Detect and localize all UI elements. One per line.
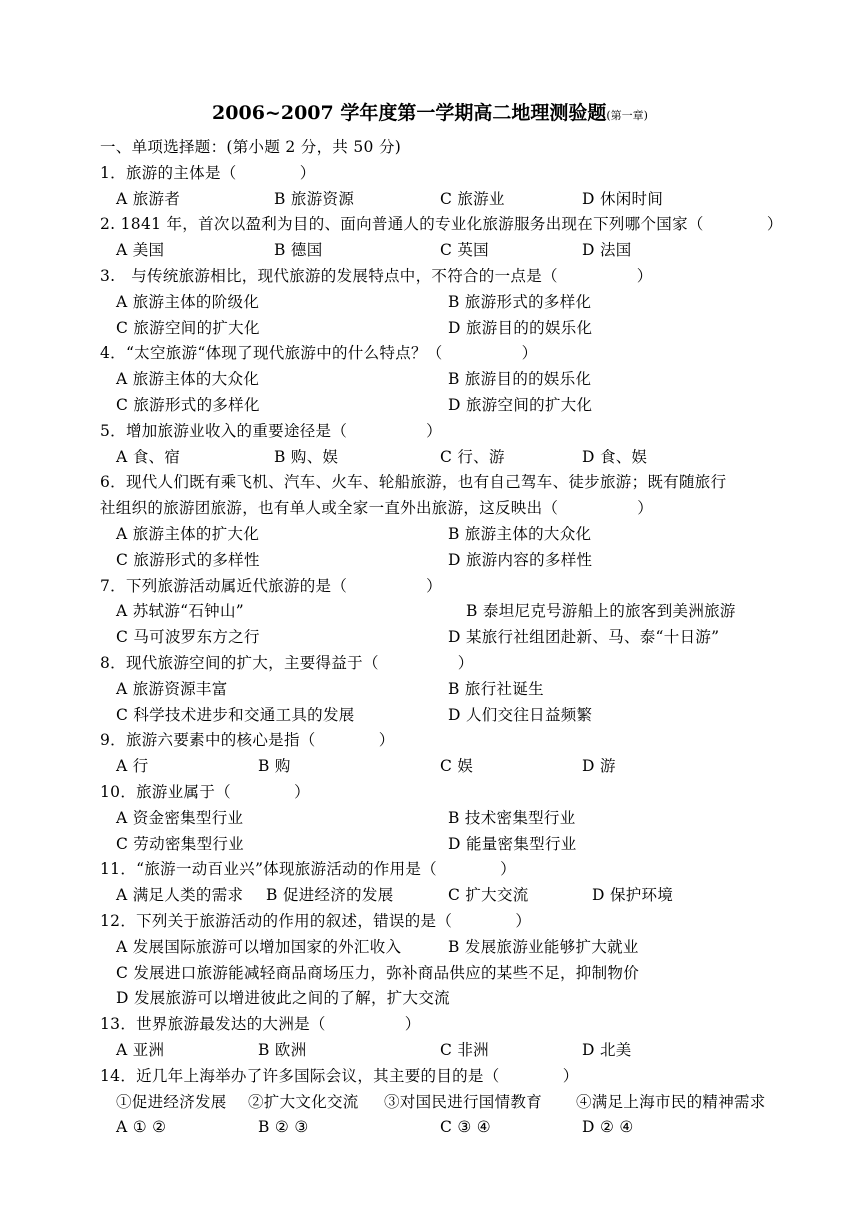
option-a: A 旅游主体的大众化: [116, 370, 260, 389]
option-c: C 旅游空间的扩大化: [116, 318, 260, 337]
option-a: A 发展国际旅游可以增加国家的外汇收入: [116, 937, 402, 956]
exam-title-sub: (第一章): [606, 109, 648, 122]
question-stem: 4．“太空旅游“体现了现代旅游中的什么特点？（ ）: [100, 344, 538, 363]
option-d: D 休闲时间: [582, 189, 664, 208]
option-c: C 发展进口旅游能减轻商品商场压力，弥补商品供应的某些不足，抑制物价: [116, 963, 639, 982]
option-d: D ② ④: [582, 1118, 634, 1137]
option-b: B 旅游资源: [274, 189, 355, 208]
option-d: D 旅游内容的多样性: [448, 550, 593, 569]
option-a: A 资金密集型行业: [116, 808, 244, 827]
question-stem: 11．“旅游一动百业兴”体现旅游活动的作用是（ ）: [100, 860, 516, 879]
option-b: B 旅游形式的多样化: [448, 292, 592, 311]
option-c: C 科学技术进步和交通工具的发展: [116, 705, 355, 724]
question-stem: 社组织的旅游团旅游，也有单人或全家一直外出旅游，这反映出（ ）: [100, 499, 654, 518]
option-a: A 行: [116, 757, 149, 776]
option-a: A 食、宿: [116, 447, 181, 466]
option-a: A 美国: [116, 241, 165, 260]
option-a: A ① ②: [116, 1118, 167, 1137]
option-d: D 法国: [582, 241, 632, 260]
option-a: A 旅游主体的扩大化: [116, 525, 260, 543]
option-d: D 游: [582, 757, 616, 776]
option-a: A 旅游主体的阶级化: [116, 292, 260, 311]
option-a: A 苏轼游“石钟山”: [116, 602, 244, 621]
option-a: A 旅游者: [116, 189, 181, 208]
option-c: C 娱: [440, 757, 474, 776]
option-c: C 旅游形式的多样化: [116, 396, 260, 414]
option-b: B ② ③: [258, 1118, 309, 1137]
option-c: C 扩大交流: [448, 886, 529, 905]
option-d: D 旅游目的的娱乐化: [448, 318, 593, 337]
option-b: B 德国: [274, 241, 323, 260]
option-c: C 英国: [440, 241, 489, 260]
option-d: D 旅游空间的扩大化: [448, 396, 593, 414]
question-stem: 5．增加旅游业收入的重要途径是（ ）: [100, 421, 442, 440]
option-a: A 满足人类的需求: [116, 886, 244, 905]
option-d: D 人们交往日益频繁: [448, 705, 593, 724]
question-stem: 6．现代人们既有乘飞机、汽车、火车、轮船旅游，也有自己驾车、徒步旅游；既有随旅行: [100, 473, 727, 492]
option-b: B 欧洲: [258, 1041, 307, 1059]
statement-item: ②扩大文化交流: [248, 1092, 359, 1111]
option-b: B 购、娱: [274, 447, 339, 466]
option-c: C 行、游: [440, 447, 505, 466]
question-stem: 13．世界旅游最发达的大洲是（ ）: [100, 1015, 421, 1034]
option-c: C 马可波罗东方之行: [116, 628, 260, 647]
statement-item: ④满足上海市民的精神需求: [576, 1092, 766, 1111]
option-c: C 劳动密集型行业: [116, 834, 244, 853]
option-b: B 旅游主体的大众化: [448, 525, 592, 543]
option-d: D 发展旅游可以增进彼此之间的了解，扩大交流: [116, 989, 450, 1008]
option-c: C 旅游业: [440, 189, 505, 208]
exam-title-main: 2006~2007 学年度第一学期高二地理测验题: [212, 102, 607, 124]
option-d: D 北美: [582, 1041, 632, 1059]
option-b: B 发展旅游业能够扩大就业: [448, 937, 639, 956]
option-d: D 保护环境: [592, 886, 674, 905]
option-c: C 非洲: [440, 1041, 489, 1059]
question-stem: 7．下列旅游活动属近代旅游的是（ ）: [100, 576, 442, 595]
option-a: A 旅游资源丰富: [116, 679, 228, 698]
question-stem: 1．旅游的主体是（ ）: [100, 163, 316, 182]
question-stem: 2. 1841 年，首次以盈利为目的、面向普通人的专业化旅游服务出现在下列哪个国家（ ）: [100, 215, 783, 234]
question-stem: 14．近几年上海举办了许多国际会议，其主要的目的是（ ）: [100, 1066, 579, 1085]
option-d: D 食、娱: [582, 447, 648, 466]
exam-title: [0, 98, 860, 131]
option-b: B 促进经济的发展: [266, 886, 394, 905]
section-heading: 一、单项选择题：(第小题 2 分，共 50 分): [100, 138, 402, 156]
option-b: B 旅游目的的娱乐化: [448, 370, 592, 389]
option-a: A 亚洲: [116, 1041, 165, 1059]
question-stem: 10．旅游业属于（ ）: [100, 783, 310, 801]
option-b: B 泰坦尼克号游船上的旅客到美洲旅游: [466, 602, 736, 621]
question-stem: 9．旅游六要素中的核心是指（ ）: [100, 731, 395, 750]
option-b: B 旅行社诞生: [448, 679, 544, 698]
question-stem: 8．现代旅游空间的扩大，主要得益于（ ）: [100, 654, 474, 672]
option-d: D 能量密集型行业: [448, 834, 577, 853]
question-stem: 12．下列关于旅游活动的作用的叙述，错误的是（ ）: [100, 912, 532, 930]
option-b: B 技术密集型行业: [448, 808, 576, 827]
option-d: D 某旅行社组团赴新、马、泰“十日游”: [448, 628, 720, 647]
option-c: C ③ ④: [440, 1118, 492, 1137]
statement-item: ③对国民进行国情教育: [384, 1092, 543, 1111]
option-b: B 购: [258, 757, 291, 776]
statement-item: ①促进经济发展: [116, 1092, 227, 1111]
question-stem: 3. 与传统旅游相比，现代旅游的发展特点中，不符合的一点是（ ）: [100, 267, 653, 285]
option-c: C 旅游形式的多样性: [116, 550, 260, 569]
